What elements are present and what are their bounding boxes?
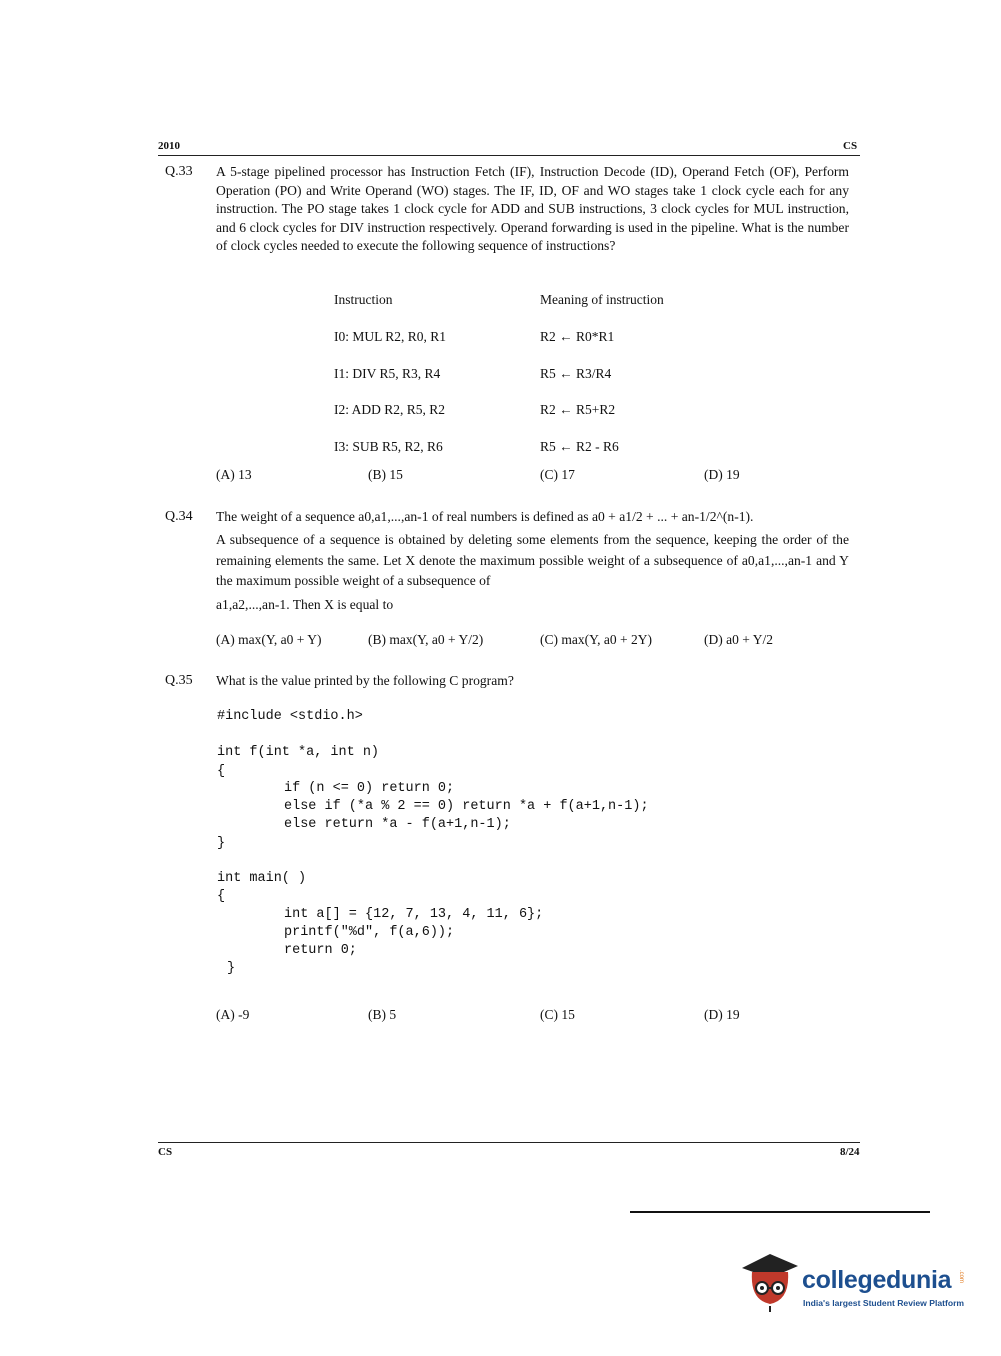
code-line-1: #include <stdio.h> (217, 709, 363, 724)
q34-line-1: The weight of a sequence a0,a1,...,an-1 of real numbers is defined as a0 + a1/2 + ... + an-1/2^(n-1). (216, 509, 754, 524)
q34-line-3: a1,a2,...,an-1. Then X is equal to (216, 597, 394, 612)
q34-option-c: (C) max(Y, a0 + 2Y) (540, 632, 652, 647)
code-line-6: else return *a - f(a+1,n-1); (284, 817, 511, 832)
brand-rule (630, 1211, 930, 1213)
q33-option-c: (C) 17 (540, 467, 575, 482)
q33-header-instruction: Instruction (334, 292, 393, 307)
header-subject: CS (843, 140, 858, 152)
q35-option-d: (D) 19 (704, 1007, 740, 1022)
q33-instruction-0: I0: MUL R2, R0, R1 (334, 329, 447, 344)
code-line-5: else if (*a % 2 == 0) return *a + f(a+1,n-1); (284, 799, 649, 814)
q33-meaning-0: R2 ← R0*R1 (540, 329, 615, 344)
code-line-11: printf("%d", f(a,6)); (284, 925, 455, 940)
header-year: 2010 (158, 140, 180, 152)
q35-text: What is the value printed by the following C program? (216, 673, 514, 688)
q33-option-a: (A) 13 (216, 467, 252, 482)
brand-suffix: .com (958, 1270, 964, 1284)
q35-option-b: (B) 5 (368, 1007, 397, 1022)
q33-number: Q.33 (165, 164, 193, 179)
q34-option-d: (D) a0 + Y/2 (704, 632, 773, 647)
brand-tagline: India's largest Student Review Platform (803, 1298, 965, 1308)
code-line-8: int main( ) (217, 871, 307, 886)
q33-option-d: (D) 19 (704, 467, 740, 482)
code-line-9: { (217, 889, 226, 904)
q33-instruction-3: I3: SUB R5, R2, R6 (334, 439, 443, 454)
q35-option-a: (A) -9 (216, 1007, 250, 1022)
footer-rule (158, 1142, 860, 1143)
brand-name: collegedunia (802, 1266, 952, 1294)
q33-instruction-1: I1: DIV R5, R3, R4 (334, 366, 441, 381)
code-line-12: return 0; (284, 943, 357, 958)
collegedunia-mascot-icon (740, 1248, 800, 1314)
q33-option-b: (B) 15 (368, 467, 403, 482)
footer-subject: CS (158, 1146, 173, 1158)
code-line-10: int a[] = {12, 7, 13, 4, 11, 6}; (284, 907, 544, 922)
q35-number: Q.35 (165, 673, 193, 688)
footer-page: 8/24 (840, 1146, 860, 1158)
q33-meaning-3: R5 ← R2 - R6 (540, 439, 619, 454)
q35-option-c: (C) 15 (540, 1007, 575, 1022)
q33-meaning-2: R2 ← R5+R2 (540, 402, 616, 417)
code-line-3: { (217, 764, 226, 779)
q33-header-meaning: Meaning of instruction (540, 292, 664, 307)
q33-instruction-2: I2: ADD R2, R5, R2 (334, 402, 446, 417)
code-line-4: if (n <= 0) return 0; (284, 781, 455, 796)
code-line-13: } (227, 961, 236, 976)
q34-option-b: (B) max(Y, a0 + Y/2) (368, 632, 484, 647)
q34-number: Q.34 (165, 509, 193, 524)
q34-option-a: (A) max(Y, a0 + Y) (216, 632, 322, 647)
q33-text: A 5-stage pipelined processor has Instruction Fetch (IF), Instruction Decode (ID), Operand Fetch (OF), Perform Operation (PO) and Write Operand (WO) stages. The IF, ID, OF and WO stages take 1 clock cycle each for any instruction. The PO stage takes 1 clock cycle for ADD and SUB instructions, 3 clock cycles for MUL instruction, and 6 clock cycles for DIV instruction respectively. Operand forwarding is used in the pipeline. What is the number of clock cycles needed to execute the following sequence of instructions? (216, 164, 849, 253)
q33-meaning-1: R5 ← R3/R4 (540, 366, 612, 381)
header-rule (158, 155, 860, 156)
code-line-2: int f(int *a, int n) (217, 745, 380, 760)
q34-line-2: A subsequence of a sequence is obtained by deleting some elements from the sequence, keeping the order of the remaining elements the same. Let X denote the maximum possible weight of a subsequence of a0,a1,...,an-1 and Y the maximum possible weight of a subsequence of (216, 532, 849, 588)
code-line-7: } (217, 836, 226, 851)
